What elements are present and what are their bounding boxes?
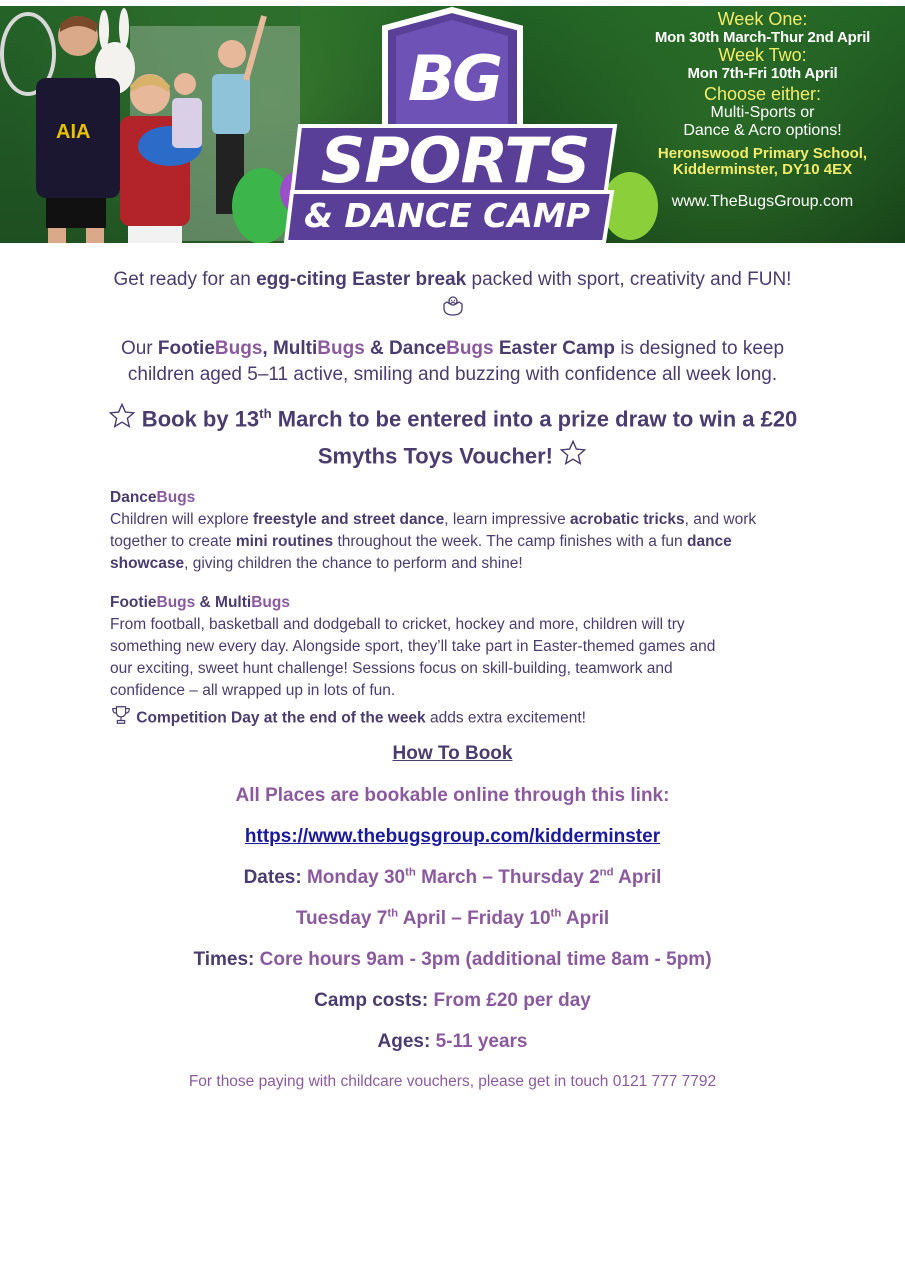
dance-bold: dance (686, 533, 732, 550)
dance-bold: showcase (110, 555, 185, 572)
title-bugs: Bugs (251, 594, 290, 611)
footie-line-2: something new every day. Alongside sport, they’ll take part in Easter-themed games and (110, 638, 716, 655)
venue-line-1: Heronswood Primary School, (657, 144, 868, 162)
venue-line-2: Kidderminster, DY10 4EX (672, 161, 853, 179)
times-value: Core hours 9am - 3pm (additional time 8am - 5pm) (259, 949, 712, 970)
competition-text: adds extra excitement! (425, 709, 586, 727)
brand-bugs: Bugs (317, 338, 365, 359)
dance-bold: acrobatic tricks (570, 511, 685, 528)
intro-bold: egg-citing Easter break (256, 269, 467, 290)
footiebugs-title (110, 592, 800, 614)
dates-row-1 (0, 867, 905, 889)
dance-bold: mini routines (235, 533, 334, 550)
dance-text: Children will explore (110, 511, 254, 528)
prize-text-3: Smyths Toys Voucher! (317, 443, 560, 469)
star-icon (108, 402, 136, 439)
logo-sports: SPORTS (320, 124, 590, 197)
vouchers-note: For those paying with childcare vouchers, please get in touch 0121 777 7792 (188, 1073, 717, 1090)
prize-text-1: Book by 13 (135, 406, 260, 432)
title-bugs: Bugs (156, 594, 196, 611)
intro-text-2: packed with sport, creativity and FUN! (466, 269, 792, 290)
trophy-icon (110, 704, 132, 733)
dance-text: , learn impressive (444, 511, 571, 528)
dates-row-2 (0, 908, 905, 930)
prize-draw (0, 402, 905, 476)
dance-text: , giving children the chance to perform and shine! (184, 555, 523, 572)
desc-line-2: children aged 5–11 active, smiling and buzzing with confidence all week long. (127, 364, 778, 385)
dates-value: April (561, 908, 610, 929)
dates-sup: th (550, 907, 562, 920)
costs-label: Camp costs: (314, 990, 434, 1011)
dance-text: together to create (110, 533, 236, 550)
dates-value: Monday 30 (306, 867, 406, 888)
logo-bg: BG (407, 42, 501, 115)
title-footie: Footie (110, 594, 157, 611)
booking-link-row (0, 826, 905, 848)
logo-dance-camp: & DANCE CAMP (304, 196, 590, 235)
star-icon (559, 439, 587, 476)
dance-text: throughout the week. The camp finishes with a fun (333, 533, 687, 550)
option-multisports: Multi-Sports or (710, 104, 815, 122)
hatching-chick-icon (0, 293, 905, 322)
svg-text:AIA: AIA (56, 121, 91, 143)
times-row (0, 949, 905, 971)
desc-rest: is designed to keep (615, 338, 785, 359)
choose-label: Choose either: (703, 83, 822, 104)
booking-link[interactable]: https://www.thebugsgroup.com/kidderminster (244, 826, 661, 847)
week-one-label: Week One: (717, 9, 808, 29)
banner-website: www.TheBugsGroup.com (671, 192, 854, 210)
dates-sup: th (405, 866, 416, 879)
how-to-book-heading: How To Book (392, 743, 513, 764)
week-two-label: Week Two: (718, 45, 807, 66)
camp-description (0, 336, 905, 388)
intro-text-1: Get ready for an (113, 269, 257, 290)
competition-bold: Competition Day at the end of the week (132, 709, 426, 727)
dancebugs-body (110, 509, 800, 575)
dancebugs-section (110, 487, 800, 575)
title-dance: Dance (110, 489, 157, 506)
brand-easter-camp: Easter Camp (493, 338, 616, 359)
week-one-dates: Mon 30th March-Thur 2nd April (654, 28, 871, 46)
costs-row (0, 990, 905, 1012)
brand-footie: Footie (157, 338, 215, 359)
dancebugs-title (110, 487, 800, 509)
costs-value: From £20 per day (433, 990, 591, 1011)
prize-text-2: March to be entered into a prize draw to win a £20 (271, 406, 798, 432)
brand-dance: & Dance (364, 338, 447, 359)
places-text: All Places are bookable online through this link: (235, 785, 670, 806)
brand-bugs: Bugs (446, 338, 494, 359)
main-content (0, 243, 905, 1090)
brand-bugs: Bugs (214, 338, 263, 359)
banner-info (630, 10, 895, 210)
week-two-dates: Mon 7th-Fri 10th April (687, 65, 838, 83)
dance-bold: freestyle and street dance (253, 511, 445, 528)
title-multi: & Multi (195, 594, 252, 611)
prize-sup: th (259, 405, 272, 421)
dates-value: April – Friday 10 (398, 908, 551, 929)
dates-sup: th (387, 907, 399, 920)
ages-row (0, 1031, 905, 1053)
dance-text: , and work (684, 511, 757, 528)
brand-multi: , Multi (262, 338, 318, 359)
footiebugs-section (110, 592, 800, 733)
footie-line-1: From football, basketball and dodgeball to cricket, hockey and more, children will try (110, 616, 685, 633)
option-dance: Dance & Acro options! (683, 121, 842, 139)
competition-line (110, 704, 800, 733)
footie-line-3: our exciting, sweet hunt challenge! Sessions focus on skill-building, teamwork and (110, 660, 673, 677)
dates-value: Tuesday 7 (295, 908, 388, 929)
ages-label: Ages: (377, 1031, 436, 1052)
times-label: Times: (193, 949, 260, 970)
dates-sup: nd (599, 866, 614, 879)
title-bugs: Bugs (156, 489, 196, 506)
desc-our: Our (120, 338, 158, 359)
dates-label: Dates: (243, 867, 307, 888)
intro-line (0, 269, 905, 291)
dates-value: April (613, 867, 662, 888)
header-banner (0, 6, 905, 243)
dates-value: March – Thursday 2 (415, 867, 600, 888)
ages-value: 5-11 years (435, 1031, 528, 1052)
footie-line-4: confidence – all wrapped up in lots of fun. (110, 682, 396, 699)
